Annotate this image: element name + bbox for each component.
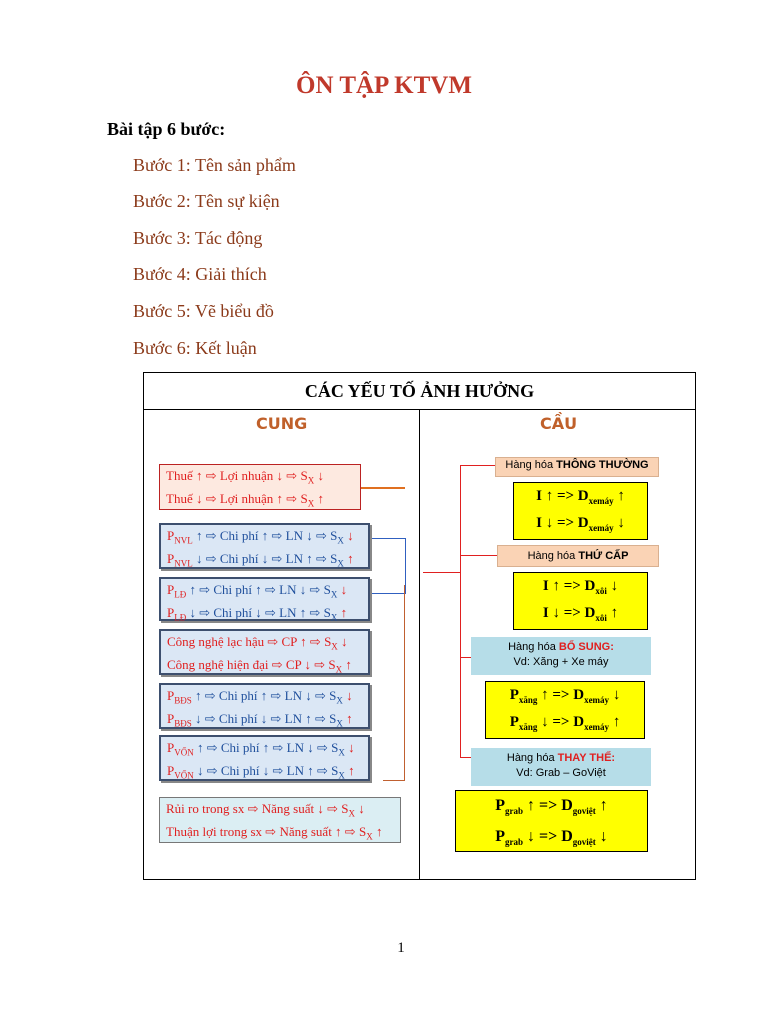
- supply-header: CUNG: [256, 414, 308, 433]
- demand-header: CẦU: [540, 414, 578, 433]
- substitute-goods-box: $P_{grab}$ ↑ => $D_{goviệt}$ ↑ $P_{grab}$ ↓ => $D_{goviệt}$ ↓: [455, 790, 648, 852]
- complement-goods-box: $P_{xăng}$ ↑ => $D_{xemáy}$ ↓ $P_{xăng}$ ↓ => $D_{xemáy}$ ↑: [485, 681, 645, 739]
- orange-vertical: [404, 585, 405, 780]
- tax-box: Thuế ↑ ⇨ Lợi nhuận ↓ ⇨ $S_X$ ↓ Thuế ↓ ⇨ Lợi nhuận ↑ ⇨ $S_X$ ↑: [159, 464, 361, 510]
- von-box: $P_{VỐN}$ ↑ ⇨ Chi phí ↑ ⇨ LN ↓ ⇨ $S_X$ ↓ $P_{VỐN}$ ↓ ⇨ Chi phí ↓ ⇨ LN ↑ ⇨ $S_X$ ↑: [159, 735, 370, 781]
- nvl-connector: [371, 538, 406, 539]
- page-number: 1: [397, 940, 405, 956]
- risk-box: Rủi ro trong sx ⇨ Năng suất ↓ ⇨ $S_X$ ↓ Thuận lợi trong sx ⇨ Năng suất ↑ ⇨ $S_X$ ↑: [159, 797, 401, 843]
- step-2: Bước 2: Tên sự kiện: [133, 191, 280, 211]
- substitute-goods-label: Hàng hóa THAY THẾ: Vd: Grab – GoViệt: [471, 748, 651, 786]
- ld-box: $P_{LĐ}$ ↑ ⇨ Chi phí ↑ ⇨ LN ↓ ⇨ $S_X$ ↓ $P_{LĐ}$ ↓ ⇨ Chi phí ↓ ⇨ LN ↑ ⇨ $S_X$ ↑: [159, 577, 370, 621]
- orange-horizontal: [383, 780, 405, 781]
- tax-connector: [361, 487, 405, 489]
- step-3: Bước 3: Tác động: [133, 228, 263, 248]
- normal-connector: [460, 465, 497, 466]
- step-6: Bước 6: Kết luận: [133, 338, 257, 358]
- tech-box: Công nghệ lạc hậu ⇨ CP ↑ ⇨ $S_X$ ↓ Công nghệ hiện đại ⇨ CP ↓ ⇨ $S_X$ ↑: [159, 629, 370, 675]
- nvl-box: $P_{NVL}$ ↑ ⇨ Chi phí ↑ ⇨ LN ↓ ⇨ $S_X$ ↓ $P_{NVL}$ ↓ ⇨ Chi phí ↓ ⇨ LN ↑ ⇨ $S_X$ ↑: [159, 523, 370, 569]
- step-4: Bước 4: Giải thích: [133, 264, 267, 284]
- step-5: Bước 5: Vẽ biểu đồ: [133, 301, 274, 321]
- inferior-connector: [460, 555, 497, 556]
- page-title: ÔN TẬP KTVM: [296, 72, 472, 99]
- inferior-goods-box: I ↑ => $D_{xôi}$ ↓ I ↓ => $D_{xôi}$ ↑: [513, 572, 648, 630]
- diagram-heading: CÁC YẾU TỐ ẢNH HƯỞNG: [143, 372, 696, 410]
- step-1: Bước 1: Tên sản phẩm: [133, 155, 296, 175]
- bds-box: $P_{BĐS}$ ↑ ⇨ Chi phí ↑ ⇨ LN ↓ ⇨ $S_X$ ↓ $P_{BĐS}$ ↓ ⇨ Chi phí ↓ ⇨ LN ↑ ⇨ $S_X$ ↑: [159, 683, 370, 729]
- exercise-heading: Bài tập 6 bước:: [107, 119, 226, 139]
- demand-connector-main: [423, 572, 461, 573]
- normal-goods-label: Hàng hóa THÔNG THƯỜNG: [495, 457, 659, 477]
- column-divider: [419, 410, 420, 880]
- normal-goods-box: I ↑ => $D_{xemáy}$ ↑ I ↓ => $D_{xemáy}$ ↓: [513, 482, 648, 540]
- ld-connector: [371, 593, 406, 594]
- complement-goods-label: Hàng hóa BỔ SUNG: Vd: Xăng + Xe máy: [471, 637, 651, 675]
- blue-vertical: [405, 538, 406, 593]
- demand-vertical: [460, 465, 461, 757]
- inferior-goods-label: Hàng hóa THỨ CẤP: [497, 545, 659, 567]
